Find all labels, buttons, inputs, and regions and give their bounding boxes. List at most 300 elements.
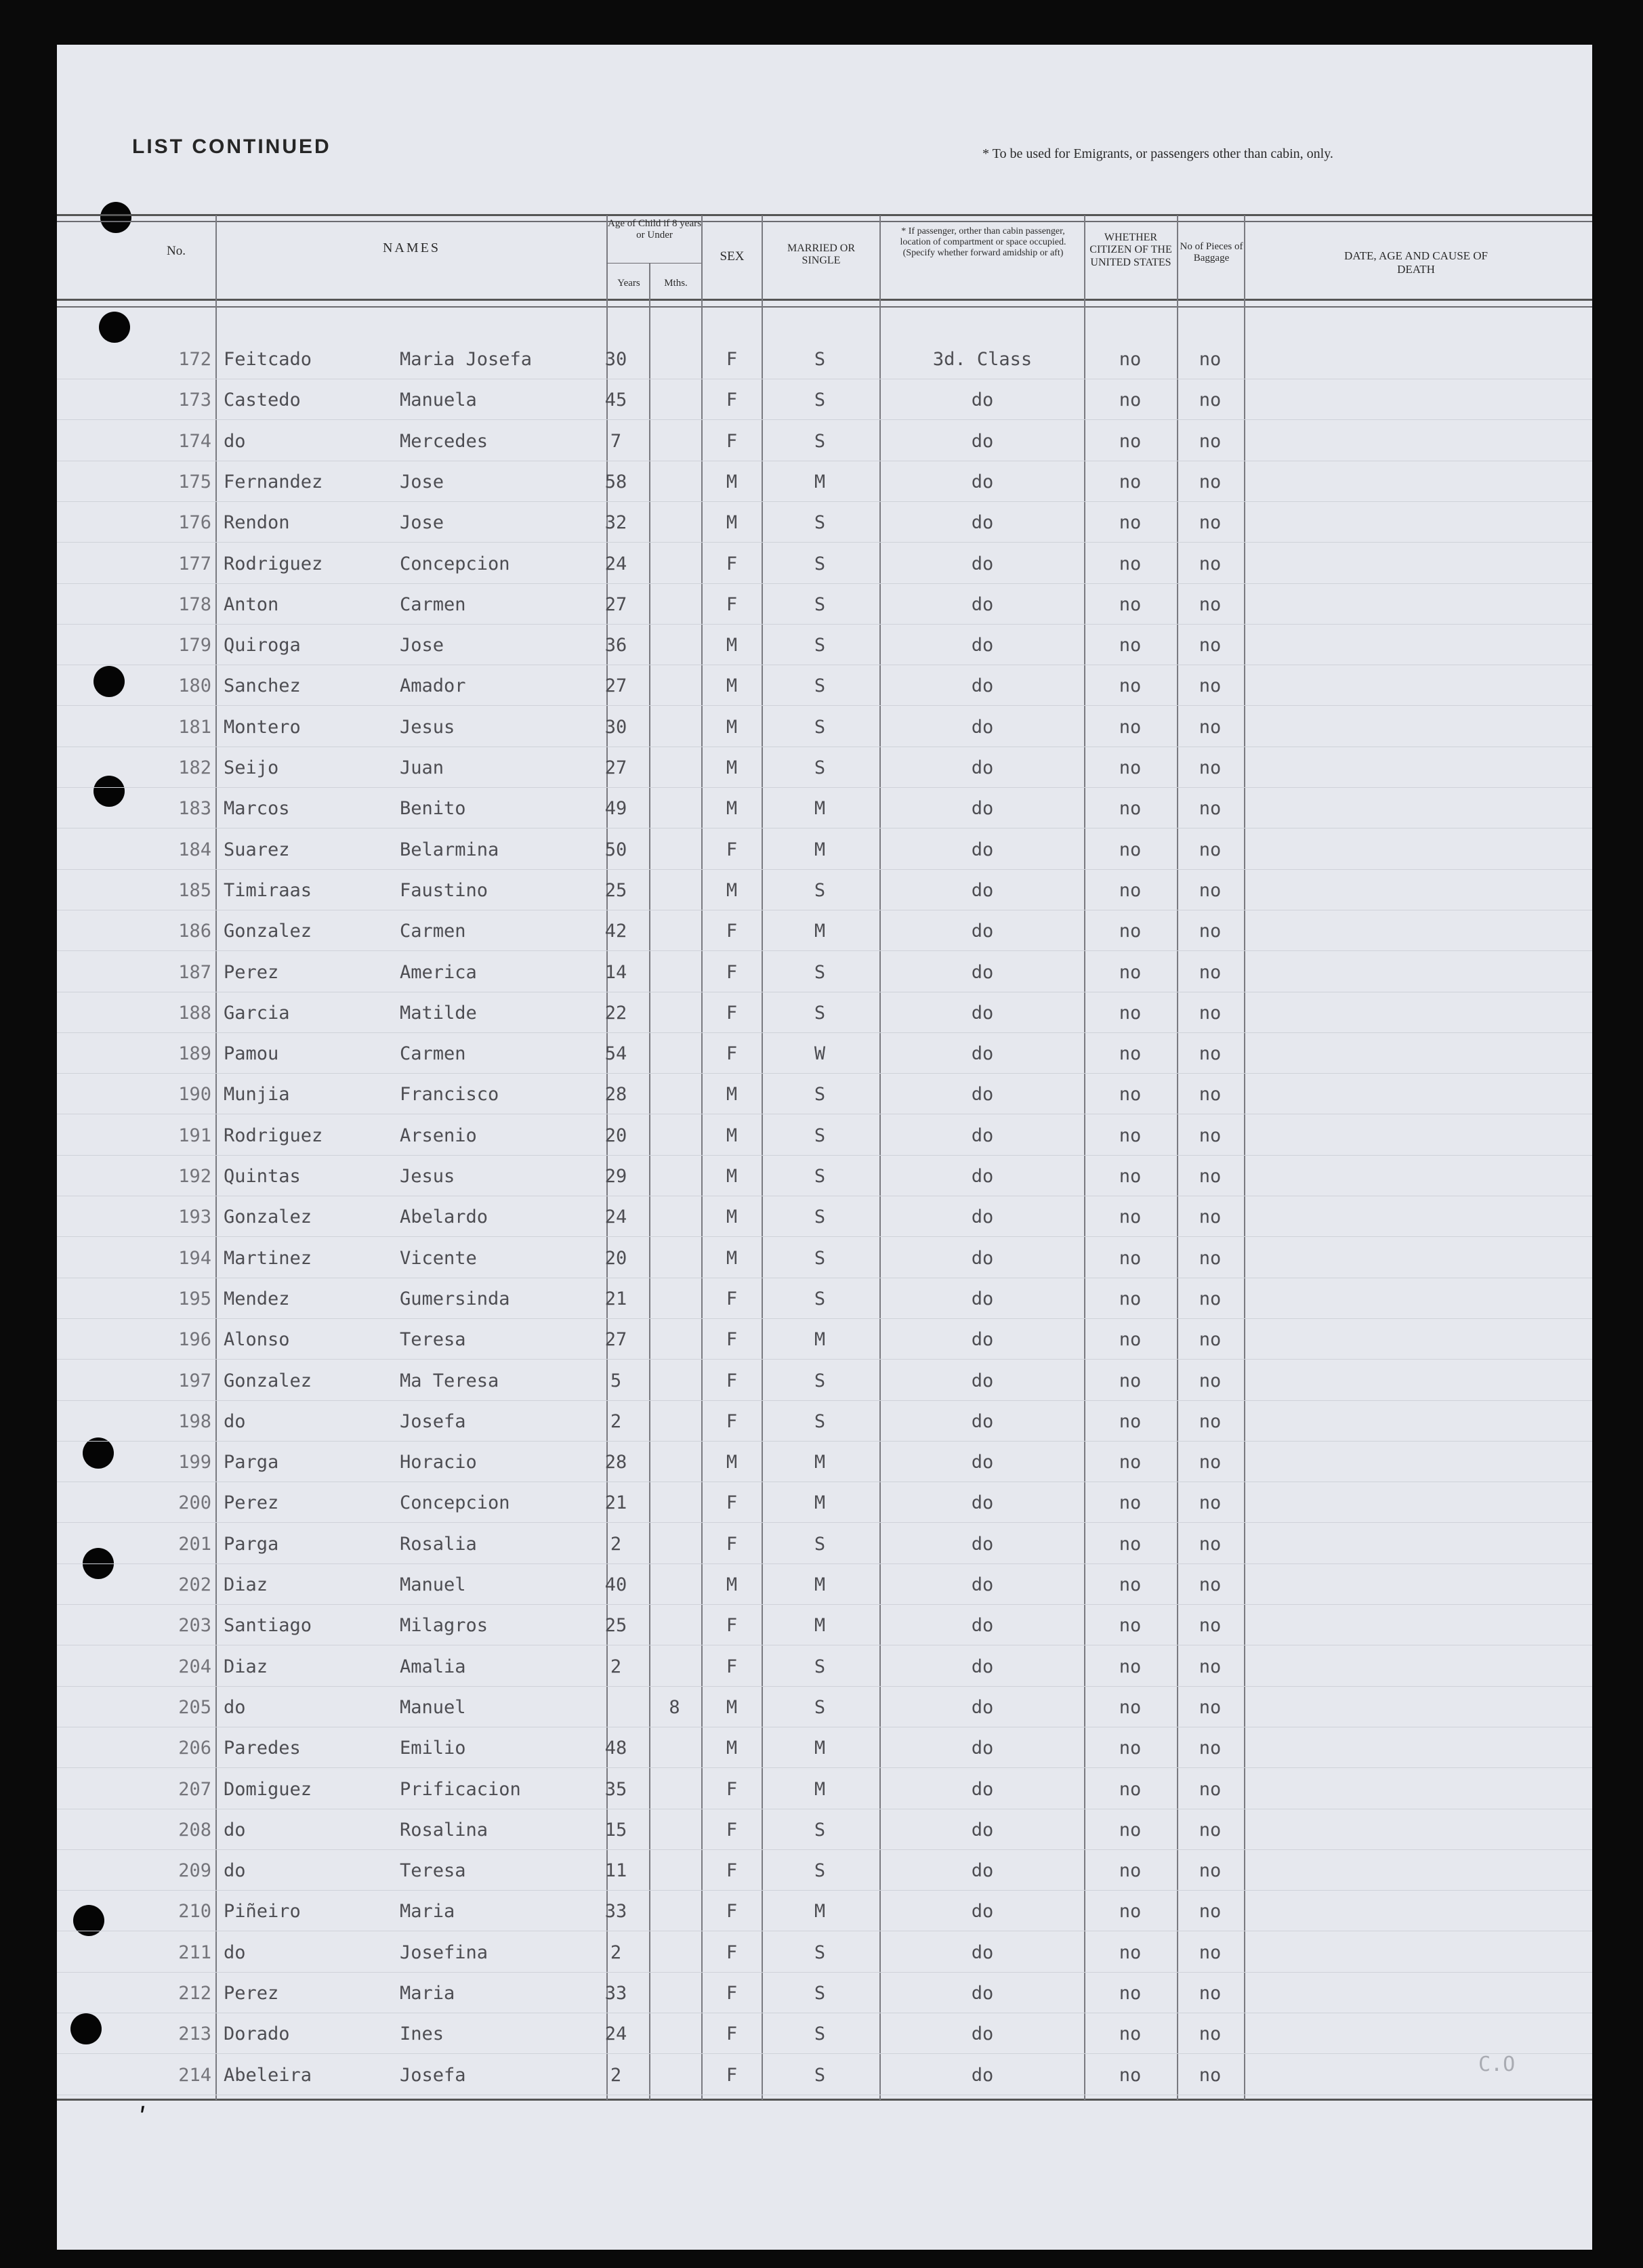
cell-given: Mercedes	[400, 431, 488, 452]
cell-given: Jose	[400, 512, 444, 533]
row-rule	[57, 1849, 1592, 1850]
row-rule	[57, 1400, 1592, 1401]
cell-given: Arsenio	[400, 1125, 477, 1146]
cell-surname: Pamou	[224, 1043, 279, 1064]
col-divider	[1177, 215, 1178, 2100]
cell-given: Manuela	[400, 390, 477, 411]
cell-surname: Quintas	[224, 1166, 301, 1187]
cell-baggage: no	[1199, 1206, 1222, 1227]
cell-status: M	[814, 1615, 826, 1636]
cell-sex: F	[726, 921, 738, 942]
cell-citizen: no	[1119, 1656, 1142, 1677]
cell-status: S	[814, 1166, 826, 1187]
cell-passage: do	[971, 1166, 994, 1187]
header-top-rule	[57, 214, 1592, 216]
cell-passage: do	[971, 1411, 994, 1432]
cell-no: 176	[178, 512, 211, 533]
cell-sex: F	[726, 1656, 738, 1677]
cell-sex: F	[726, 2065, 738, 2086]
col-header-months: Mths.	[664, 278, 688, 289]
cell-given: Concepcion	[400, 553, 510, 574]
cell-no: 213	[178, 2023, 211, 2044]
cell-citizen: no	[1119, 1329, 1142, 1350]
cell-age: 45	[604, 390, 627, 411]
row-rule	[57, 542, 1592, 543]
cell-sex: M	[726, 1248, 738, 1269]
cell-age: 27	[604, 1329, 627, 1350]
cell-surname: Feitcado	[224, 349, 312, 370]
cell-passage: do	[971, 1779, 994, 1800]
row-rule	[57, 1604, 1592, 1605]
cell-given: Amalia	[400, 1656, 466, 1677]
cell-citizen: no	[1119, 757, 1142, 778]
cell-no: 212	[178, 1983, 211, 2004]
col-divider	[701, 215, 703, 2100]
age-subheader-rule	[606, 263, 701, 264]
cell-no: 173	[178, 390, 211, 411]
cell-status: M	[814, 921, 826, 942]
cell-surname: Timiraas	[224, 880, 312, 901]
cell-passage: do	[971, 675, 994, 696]
cell-sex: F	[726, 1983, 738, 2004]
cell-citizen: no	[1119, 1901, 1142, 1922]
cell-baggage: no	[1199, 1492, 1222, 1513]
cell-baggage: no	[1199, 1534, 1222, 1555]
cell-surname: do	[224, 1411, 246, 1432]
row-rule	[57, 1972, 1592, 1973]
cell-status: S	[814, 1656, 826, 1677]
cell-status: M	[814, 1492, 826, 1513]
cell-age: 33	[604, 1901, 627, 1922]
cell-sex: F	[726, 1411, 738, 1432]
cell-citizen: no	[1119, 1003, 1142, 1024]
cell-no: 175	[178, 471, 211, 492]
cell-surname: Paredes	[224, 1738, 301, 1759]
cell-sex: F	[726, 839, 738, 860]
row-rule	[57, 1767, 1592, 1768]
cell-baggage: no	[1199, 594, 1222, 615]
cell-given: Carmen	[400, 1043, 466, 1064]
cell-sex: M	[726, 512, 738, 533]
cell-age: 27	[604, 675, 627, 696]
cell-no: 197	[178, 1370, 211, 1391]
cell-surname: Dorado	[224, 2023, 290, 2044]
cell-age: 29	[604, 1166, 627, 1187]
cell-baggage: no	[1199, 1166, 1222, 1187]
cell-age: 35	[604, 1779, 627, 1800]
cell-passage: do	[971, 1248, 994, 1269]
cell-status: S	[814, 717, 826, 738]
cell-no: 174	[178, 431, 211, 452]
cell-no: 206	[178, 1738, 211, 1759]
cell-age: 36	[604, 635, 627, 656]
cell-given: Maria	[400, 1983, 455, 2004]
cell-sex: M	[726, 1125, 738, 1146]
cell-age: 48	[604, 1738, 627, 1759]
footer-note: C.O	[1478, 2053, 1516, 2076]
row-rule	[57, 1155, 1592, 1156]
cell-citizen: no	[1119, 431, 1142, 452]
cell-passage: do	[971, 880, 994, 901]
cell-passage: do	[971, 1574, 994, 1595]
cell-passage: do	[971, 635, 994, 656]
cell-passage: do	[971, 1983, 994, 2004]
row-rule	[57, 1236, 1592, 1237]
cell-surname: Montero	[224, 717, 301, 738]
cell-surname: Castedo	[224, 390, 301, 411]
cell-baggage: no	[1199, 1942, 1222, 1963]
cell-citizen: no	[1119, 880, 1142, 901]
cell-age: 27	[604, 757, 627, 778]
cell-passage: do	[971, 553, 994, 574]
cell-passage: do	[971, 512, 994, 533]
cell-baggage: no	[1199, 1983, 1222, 2004]
cell-age: 24	[604, 1206, 627, 1227]
col-divider	[1244, 215, 1245, 2100]
cell-surname: Quiroga	[224, 635, 301, 656]
cell-citizen: no	[1119, 1779, 1142, 1800]
cell-status: S	[814, 1860, 826, 1881]
cell-baggage: no	[1199, 1574, 1222, 1595]
emigrants-note: * To be used for Emigrants, or passengers other than cabin, only.	[982, 146, 1333, 161]
cell-age: 24	[604, 2023, 627, 2044]
cell-status: S	[814, 1288, 826, 1309]
cell-baggage: no	[1199, 431, 1222, 452]
cell-surname: Alonso	[224, 1329, 290, 1350]
col-header-sex: SEX	[720, 249, 745, 264]
cell-citizen: no	[1119, 798, 1142, 819]
punch-hole	[93, 776, 125, 807]
cell-no: 210	[178, 1901, 211, 1922]
cell-baggage: no	[1199, 1288, 1222, 1309]
cell-age: 11	[604, 1860, 627, 1881]
cell-sex: F	[726, 594, 738, 615]
cell-citizen: no	[1119, 1820, 1142, 1841]
cell-given: Manuel	[400, 1697, 466, 1718]
cell-given: America	[400, 962, 477, 983]
cell-status: S	[814, 1942, 826, 1963]
cell-citizen: no	[1119, 1288, 1142, 1309]
cell-given: Francisco	[400, 1084, 499, 1105]
row-rule	[57, 950, 1592, 951]
cell-surname: Piñeiro	[224, 1901, 301, 1922]
cell-sex: M	[726, 635, 738, 656]
cell-sex: M	[726, 717, 738, 738]
cell-passage: do	[971, 1084, 994, 1105]
punch-hole	[99, 312, 130, 343]
cell-status: S	[814, 1125, 826, 1146]
cell-sex: F	[726, 1492, 738, 1513]
punch-hole	[93, 666, 125, 697]
cell-surname: do	[224, 1697, 246, 1718]
cell-age: 40	[604, 1574, 627, 1595]
cell-age: 49	[604, 798, 627, 819]
cell-no: 192	[178, 1166, 211, 1187]
cell-given: Maria Josefa	[400, 349, 533, 370]
cell-age: 28	[604, 1452, 627, 1473]
cell-baggage: no	[1199, 1125, 1222, 1146]
col-header-no: No.	[167, 244, 186, 258]
cell-sex: M	[726, 471, 738, 492]
cell-age: 2	[610, 1411, 622, 1432]
cell-surname: Suarez	[224, 839, 290, 860]
col-header-baggage: No of Pieces of Baggage	[1180, 241, 1243, 264]
cell-citizen: no	[1119, 1574, 1142, 1595]
cell-citizen: no	[1119, 1615, 1142, 1636]
header-bottom-rule	[57, 299, 1592, 301]
cell-citizen: no	[1119, 512, 1142, 533]
cell-sex: M	[726, 798, 738, 819]
cell-surname: Marcos	[224, 798, 290, 819]
cell-status: M	[814, 1779, 826, 1800]
cell-status: S	[814, 757, 826, 778]
cell-surname: Diaz	[224, 1574, 268, 1595]
cell-age: 20	[604, 1125, 627, 1146]
cell-given: Vicente	[400, 1248, 477, 1269]
cell-surname: Rodriguez	[224, 553, 323, 574]
cell-sex: M	[726, 1166, 738, 1187]
cell-citizen: no	[1119, 2065, 1142, 2086]
cell-age: 2	[610, 2065, 622, 2086]
cell-citizen: no	[1119, 1043, 1142, 1064]
row-rule	[57, 705, 1592, 706]
cell-sex: F	[726, 962, 738, 983]
cell-baggage: no	[1199, 1370, 1222, 1391]
cell-status: S	[814, 880, 826, 901]
cell-status: S	[814, 2065, 826, 2086]
cell-baggage: no	[1199, 2023, 1222, 2044]
cell-no: 204	[178, 1656, 211, 1677]
col-divider	[606, 215, 608, 2100]
cell-passage: do	[971, 1003, 994, 1024]
cell-sex: F	[726, 1534, 738, 1555]
cell-status: S	[814, 349, 826, 370]
cell-surname: do	[224, 1942, 246, 1963]
page-title: LIST CONTINUED	[132, 135, 331, 158]
cell-no: 194	[178, 1248, 211, 1269]
cell-sex: F	[726, 390, 738, 411]
cell-given: Carmen	[400, 594, 466, 615]
cell-given: Jose	[400, 635, 444, 656]
cell-status: M	[814, 471, 826, 492]
col-divider	[649, 263, 650, 2100]
cell-baggage: no	[1199, 1860, 1222, 1881]
cell-citizen: no	[1119, 1697, 1142, 1718]
cell-given: Teresa	[400, 1860, 466, 1881]
row-rule	[57, 419, 1592, 420]
cell-baggage: no	[1199, 471, 1222, 492]
cell-citizen: no	[1119, 1084, 1142, 1105]
cell-status: S	[814, 1820, 826, 1841]
cell-surname: Fernandez	[224, 471, 323, 492]
cell-no: 182	[178, 757, 211, 778]
row-rule	[57, 2053, 1592, 2054]
cell-age: 2	[610, 1656, 622, 1677]
cell-passage: do	[971, 1288, 994, 1309]
cell-baggage: no	[1199, 1329, 1222, 1350]
cell-sex: F	[726, 431, 738, 452]
cell-baggage: no	[1199, 1615, 1222, 1636]
cell-given: Benito	[400, 798, 466, 819]
cell-citizen: no	[1119, 1492, 1142, 1513]
cell-surname: Abeleira	[224, 2065, 312, 2086]
cell-citizen: no	[1119, 553, 1142, 574]
cell-age: 14	[604, 962, 627, 983]
cell-passage: do	[971, 798, 994, 819]
cell-citizen: no	[1119, 1452, 1142, 1473]
col-header-death: DATE, AGE AND CAUSE OF DEATH	[1344, 249, 1489, 276]
cell-given: Horacio	[400, 1452, 477, 1473]
cell-status: S	[814, 962, 826, 983]
cell-surname: Parga	[224, 1534, 279, 1555]
cell-no: 184	[178, 839, 211, 860]
cell-surname: do	[224, 431, 246, 452]
cell-no: 186	[178, 921, 211, 942]
row-rule	[57, 1073, 1592, 1074]
cell-no: 198	[178, 1411, 211, 1432]
ink-mark: ʹ	[139, 2103, 147, 2135]
cell-given: Rosalia	[400, 1534, 477, 1555]
row-rule	[57, 1359, 1592, 1360]
cell-given: Amador	[400, 675, 466, 696]
cell-passage: do	[971, 1860, 994, 1881]
cell-passage: do	[971, 2065, 994, 2086]
cell-status: S	[814, 431, 826, 452]
cell-no: 178	[178, 594, 211, 615]
cell-status: S	[814, 1411, 826, 1432]
col-header-citizen: WHETHER CITIZEN OF THE UNITED STATES	[1089, 232, 1172, 268]
cell-surname: Domiguez	[224, 1779, 312, 1800]
cell-given: Carmen	[400, 921, 466, 942]
cell-surname: do	[224, 1820, 246, 1841]
row-rule	[57, 787, 1592, 788]
cell-no: 208	[178, 1820, 211, 1841]
cell-age: 21	[604, 1288, 627, 1309]
cell-surname: Anton	[224, 594, 279, 615]
cell-surname: Santiago	[224, 1615, 312, 1636]
cell-status: M	[814, 1901, 826, 1922]
cell-baggage: no	[1199, 1248, 1222, 1269]
cell-baggage: no	[1199, 717, 1222, 738]
cell-citizen: no	[1119, 635, 1142, 656]
row-rule	[57, 1522, 1592, 1523]
cell-given: Jose	[400, 471, 444, 492]
cell-given: Ines	[400, 2023, 444, 2044]
cell-citizen: no	[1119, 1411, 1142, 1432]
cell-given: Belarmina	[400, 839, 499, 860]
row-rule	[57, 1318, 1592, 1319]
row-rule	[57, 1890, 1592, 1891]
cell-passage: 3d. Class	[932, 349, 1033, 370]
cell-status: S	[814, 1697, 826, 1718]
row-rule	[57, 501, 1592, 502]
cell-no: 179	[178, 635, 211, 656]
cell-status: S	[814, 390, 826, 411]
cell-baggage: no	[1199, 1656, 1222, 1677]
cell-status: M	[814, 798, 826, 819]
cell-surname: Perez	[224, 962, 279, 983]
cell-age: 24	[604, 553, 627, 574]
col-header-names: NAMES	[382, 240, 440, 255]
cell-passage: do	[971, 594, 994, 615]
cell-no: 201	[178, 1534, 211, 1555]
row-rule	[57, 583, 1592, 584]
col-divider	[215, 215, 217, 2100]
punch-hole	[83, 1437, 114, 1469]
cell-given: Maria	[400, 1901, 455, 1922]
cell-baggage: no	[1199, 839, 1222, 860]
cell-surname: Gonzalez	[224, 1370, 312, 1391]
cell-baggage: no	[1199, 349, 1222, 370]
cell-sex: F	[726, 1820, 738, 1841]
cell-status: S	[814, 1983, 826, 2004]
cell-sex: M	[726, 1452, 738, 1473]
cell-sex: M	[726, 1574, 738, 1595]
cell-sex: F	[726, 1860, 738, 1881]
cell-passage: do	[971, 1492, 994, 1513]
cell-citizen: no	[1119, 1248, 1142, 1269]
cell-age: 28	[604, 1084, 627, 1105]
cell-sex: F	[726, 1615, 738, 1636]
cell-status: S	[814, 512, 826, 533]
cell-given: Manuel	[400, 1574, 466, 1595]
cell-citizen: no	[1119, 921, 1142, 942]
cell-citizen: no	[1119, 1983, 1142, 2004]
punch-hole	[73, 1905, 104, 1936]
cell-sex: F	[726, 1779, 738, 1800]
cell-baggage: no	[1199, 1820, 1222, 1841]
cell-sex: M	[726, 880, 738, 901]
row-rule	[57, 1563, 1592, 1564]
cell-passage: do	[971, 1738, 994, 1759]
cell-given: Faustino	[400, 880, 488, 901]
col-divider	[762, 215, 763, 2100]
cell-status: M	[814, 839, 826, 860]
cell-baggage: no	[1199, 1779, 1222, 1800]
row-rule	[57, 1032, 1592, 1033]
cell-citizen: no	[1119, 471, 1142, 492]
cell-age: 25	[604, 1615, 627, 1636]
cell-surname: Munjia	[224, 1084, 290, 1105]
cell-no: 195	[178, 1288, 211, 1309]
cell-sex: F	[726, 1288, 738, 1309]
cell-sex: M	[726, 1697, 738, 1718]
cell-sex: F	[726, 1901, 738, 1922]
cell-status: W	[814, 1043, 826, 1064]
cell-passage: do	[971, 717, 994, 738]
cell-citizen: no	[1119, 1942, 1142, 1963]
cell-given: Rosalina	[400, 1820, 488, 1841]
cell-given: Abelardo	[400, 1206, 488, 1227]
cell-surname: Martinez	[224, 1248, 312, 1269]
cell-status: S	[814, 1370, 826, 1391]
cell-age: 27	[604, 594, 627, 615]
cell-citizen: no	[1119, 1738, 1142, 1759]
cell-no: 214	[178, 2065, 211, 2086]
cell-age: 33	[604, 1983, 627, 2004]
cell-passage: do	[971, 1697, 994, 1718]
cell-age: 50	[604, 839, 627, 860]
row-rule	[57, 869, 1592, 870]
cell-sex: M	[726, 757, 738, 778]
cell-passage: do	[971, 1942, 994, 1963]
cell-no: 193	[178, 1206, 211, 1227]
cell-no: 188	[178, 1003, 211, 1024]
cell-sex: F	[726, 1329, 738, 1350]
cell-passage: do	[971, 757, 994, 778]
cell-baggage: no	[1199, 880, 1222, 901]
cell-given: Teresa	[400, 1329, 466, 1350]
